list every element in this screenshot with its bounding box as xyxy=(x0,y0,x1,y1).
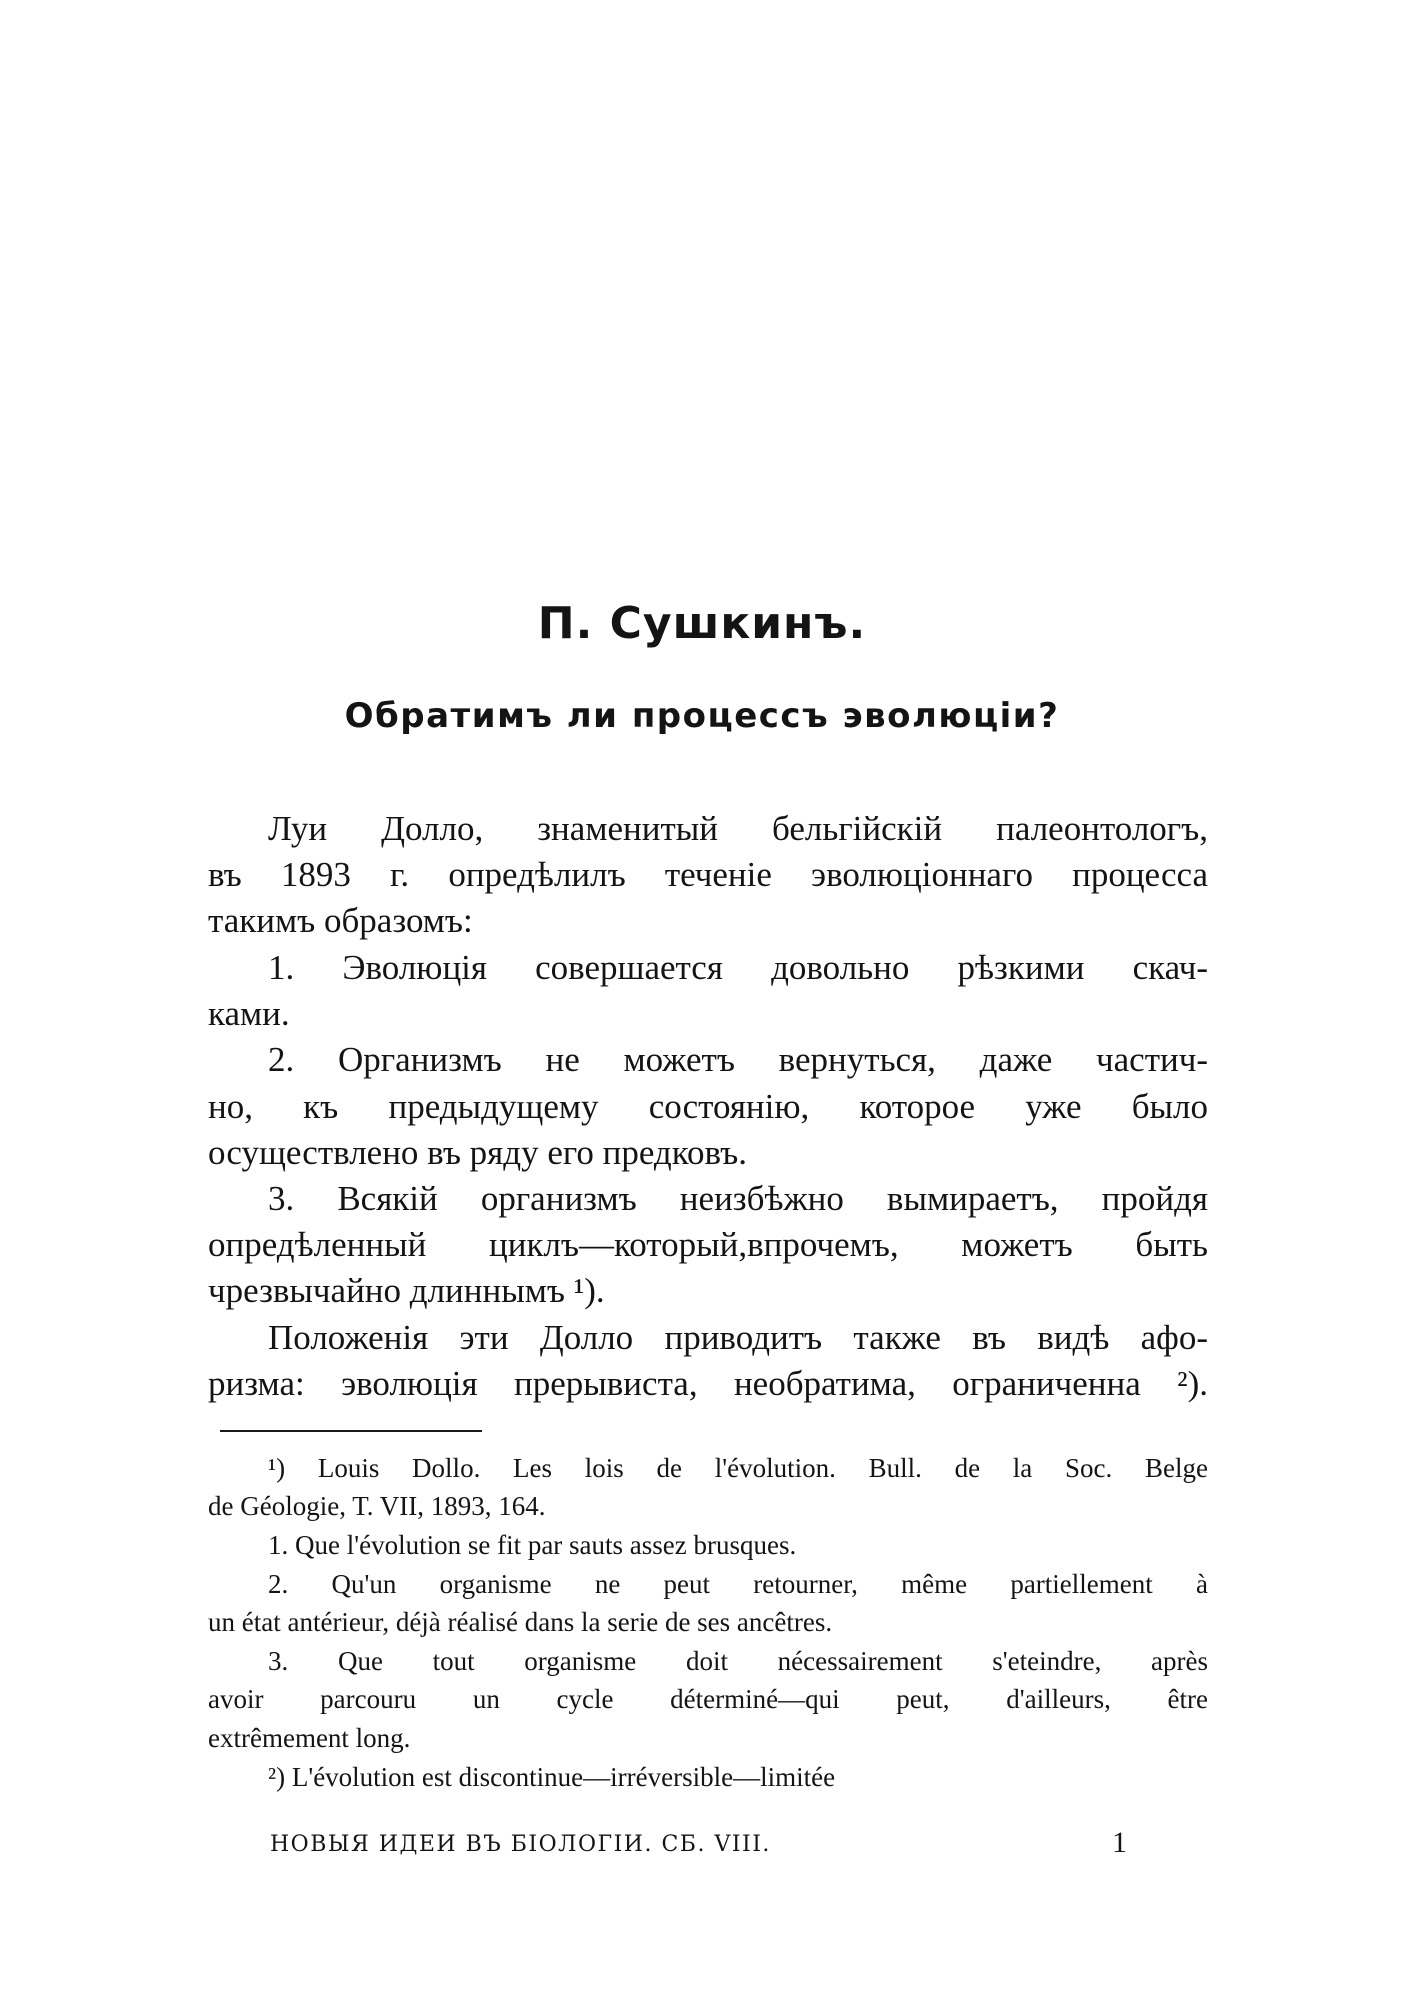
footnote-line: extrêmement long. xyxy=(208,1723,411,1753)
footnote-line: ²) L'évolution est discontinue—irréversible—limitée xyxy=(268,1762,836,1792)
body-line: въ 1893 г. опредѣлилъ теченіе эволюціоннаго процесса xyxy=(208,855,1208,894)
footnote-line: 1. Que l'évolution se fit par sauts assez brusques. xyxy=(268,1530,797,1560)
body-line: 1. Эволюція совершается довольно рѣзкими скач- xyxy=(268,948,1208,987)
footnote-line: 3. Que tout organisme doit nécessairement s'eteindre, après xyxy=(268,1646,1208,1676)
body-line: 3. Всякій организмъ неизбѣжно вымираетъ, пройдя xyxy=(268,1179,1208,1218)
body-line: ризма: эволюція прерывиста, необратима, ограниченна ²). xyxy=(208,1364,1208,1403)
article-title: Обратимъ ли процессъ эволюціи? xyxy=(344,696,1060,736)
page-number: 1 xyxy=(1112,1826,1127,1859)
body-line: ками. xyxy=(208,994,290,1033)
body-line: Положенія эти Долло приводитъ также въ видѣ афо- xyxy=(268,1318,1208,1357)
running-footer-title: НОВЫЯ ИДЕИ ВЪ БІОЛОГІИ. СБ. VIII. xyxy=(270,1832,771,1857)
footnote-separator xyxy=(220,1430,482,1432)
footnote-line: 2. Qu'un organisme ne peut retourner, même partiellement à xyxy=(268,1569,1208,1599)
author-heading: П. Сушкинъ. xyxy=(537,598,867,649)
body-line: Луи Долло, знаменитый бельгійскій палеонтологъ, xyxy=(268,809,1208,848)
body-line: осуществлено въ ряду его предковъ. xyxy=(208,1133,747,1172)
footnote-line: un état antérieur, déjà réalisé dans la serie de ses ancêtres. xyxy=(208,1607,833,1637)
body-line: опредѣленный циклъ—который,впрочемъ, можетъ быть xyxy=(208,1225,1208,1264)
footnote-line: avoir parcouru un cycle déterminé—qui peut, d'ailleurs, être xyxy=(208,1684,1208,1714)
body-line: но, къ предыдущему состоянію, которое уже было xyxy=(208,1087,1208,1126)
footnote-line: de Géologie, T. VII, 1893, 164. xyxy=(208,1491,546,1521)
body-line: 2. Организмъ не можетъ вернуться, даже частич- xyxy=(268,1040,1208,1079)
body-line: такимъ образомъ: xyxy=(208,901,473,940)
body-line: чрезвычайно длиннымъ ¹). xyxy=(208,1271,605,1310)
footnote-line: ¹) Louis Dollo. Les lois de l'évolution. Bull. de la Soc. Belge xyxy=(268,1453,1208,1483)
